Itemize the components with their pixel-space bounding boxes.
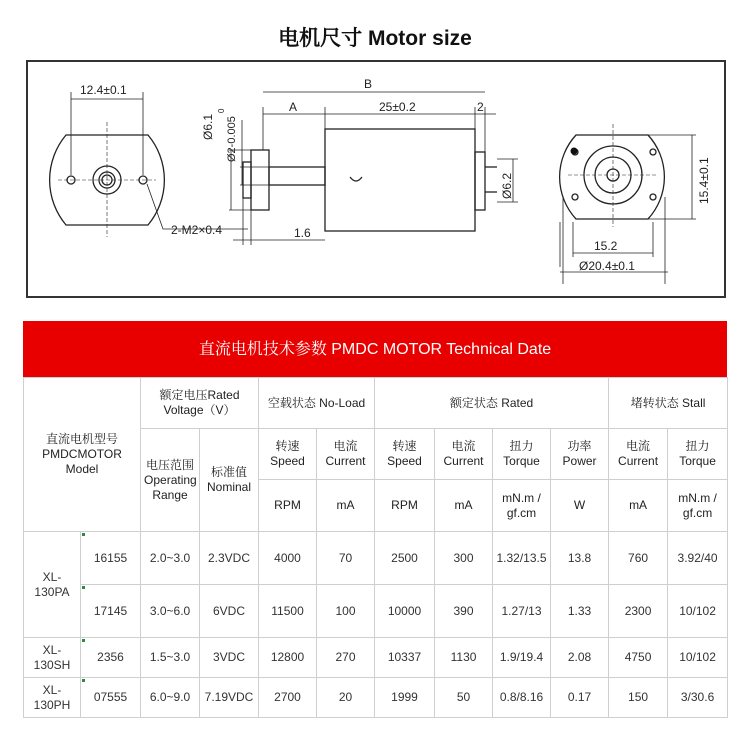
r-current-cell: 300 — [435, 532, 493, 585]
s-torque-cell: 10/102 — [668, 638, 728, 678]
r-current-cell: 1130 — [435, 638, 493, 678]
end-cap-dim: 2 — [477, 100, 484, 114]
model-code-cell: 16155 — [81, 532, 141, 585]
rear-width-dim: 15.2 — [594, 239, 618, 253]
r-current-unit: mA — [435, 480, 493, 532]
nominal-cell: 7.19VDC — [200, 678, 259, 718]
r-power-cell: 13.8 — [551, 532, 609, 585]
r-speed-cell: 10000 — [375, 585, 435, 638]
s-current-cell: 4750 — [609, 638, 668, 678]
s-torque-header: 扭力 Torque — [668, 429, 728, 480]
table-row — [24, 585, 728, 638]
rated-header: 额定状态 Rated — [375, 378, 609, 429]
model-code-cell: 2356 — [81, 638, 141, 678]
r-current-header: 电流 Current — [435, 429, 493, 480]
table-row — [24, 638, 728, 678]
r-current-cell: 50 — [435, 678, 493, 718]
range-cell: 2.0~3.0 — [141, 532, 200, 585]
motor-drawing — [26, 60, 726, 298]
nominal-cell: 3VDC — [200, 638, 259, 678]
rated-voltage-header: 额定电压Rated Voltage（V） — [141, 378, 259, 429]
series-cell: XL-130SH — [24, 638, 81, 678]
r-torque-unit: mN.m / gf.cm — [493, 480, 551, 532]
s-current-cell: 2300 — [609, 585, 668, 638]
table-row — [24, 678, 728, 718]
motor-dimension-drawing — [28, 62, 728, 300]
nl-speed-cell: 2700 — [259, 678, 317, 718]
s-current-header: 电流 Current — [609, 429, 668, 480]
nl-current-cell: 70 — [317, 532, 375, 585]
nl-speed-cell: 12800 — [259, 638, 317, 678]
boss-dim: 1.6 — [294, 226, 311, 240]
r-power-cell: 1.33 — [551, 585, 609, 638]
s-current-cell: 150 — [609, 678, 668, 718]
nl-speed-unit: RPM — [259, 480, 317, 532]
series-cell: XL-130PH — [24, 678, 81, 718]
nl-current-cell: 20 — [317, 678, 375, 718]
model-code-cell: 17145 — [81, 585, 141, 638]
r-torque-header: 扭力 Torque — [493, 429, 551, 480]
dim-a: A — [289, 100, 298, 114]
spec-table-container — [23, 321, 727, 718]
r-speed-cell: 10337 — [375, 638, 435, 678]
range-header: 电压范围 Operating Range — [141, 429, 200, 532]
range-cell: 3.0~6.0 — [141, 585, 200, 638]
s-torque-cell: 10/102 — [668, 585, 728, 638]
page-title: 电机尺寸 Motor size — [278, 27, 472, 50]
s-torque-cell: 3.92/40 — [668, 532, 728, 585]
nl-speed-header: 转速 Speed — [259, 429, 317, 480]
r-speed-cell: 2500 — [375, 532, 435, 585]
rear-height-dim: 15.4±0.1 — [697, 157, 711, 204]
nl-current-cell: 100 — [317, 585, 375, 638]
terminal-marker — [571, 148, 578, 155]
noload-header: 空载状态 No-Load — [259, 378, 375, 429]
r-current-cell: 390 — [435, 585, 493, 638]
r-power-cell: 0.17 — [551, 678, 609, 718]
body-length-dim: 25±0.2 — [379, 100, 416, 114]
table-title: 直流电机技术参数 PMDC MOTOR Technical Date — [23, 321, 727, 377]
r-torque-cell: 1.27/13 — [493, 585, 551, 638]
r-speed-cell: 1999 — [375, 678, 435, 718]
spec-table — [23, 377, 728, 718]
nl-speed-cell: 11500 — [259, 585, 317, 638]
screw-holes-dim: 2-M2×0.4 — [171, 223, 223, 237]
s-current-cell: 760 — [609, 532, 668, 585]
r-torque-cell: 0.8/8.16 — [493, 678, 551, 718]
shaft-tolerance-dim: Ø2-0.005 — [226, 116, 238, 162]
table-row — [24, 532, 728, 585]
nl-speed-cell: 4000 — [259, 532, 317, 585]
s-current-unit: mA — [609, 480, 668, 532]
r-torque-cell: 1.32/13.5 — [493, 532, 551, 585]
nominal-cell: 2.3VDC — [200, 532, 259, 585]
range-cell: 1.5~3.0 — [141, 638, 200, 678]
rear-dia-dim: Ø6.2 — [500, 172, 514, 199]
rear-outer-dia-dim: Ø20.4±0.1 — [579, 259, 635, 273]
nominal-cell: 6VDC — [200, 585, 259, 638]
side-view — [229, 92, 518, 245]
nl-current-unit: mA — [317, 480, 375, 532]
series-cell: XL-130PA — [24, 532, 81, 638]
s-torque-unit: mN.m / gf.cm — [668, 480, 728, 532]
shaft-tolerance-upper: 0 — [217, 108, 226, 113]
s-torque-cell: 3/30.6 — [668, 678, 728, 718]
nl-current-header: 电流 Current — [317, 429, 375, 480]
r-power-header: 功率 Power — [551, 429, 609, 480]
r-speed-unit: RPM — [375, 480, 435, 532]
r-torque-cell: 1.9/19.4 — [493, 638, 551, 678]
range-cell: 6.0~9.0 — [141, 678, 200, 718]
nl-current-cell: 270 — [317, 638, 375, 678]
front-width-dim: 12.4±0.1 — [80, 83, 127, 97]
r-power-unit: W — [551, 480, 609, 532]
r-speed-header: 转速 Speed — [375, 429, 435, 480]
model-header: 直流电机型号 PMDCMOTOR Model — [24, 378, 141, 532]
dim-b: B — [364, 77, 373, 91]
shaft-dia-dim: Ø6.1 — [201, 113, 215, 140]
model-code-cell: 07555 — [81, 678, 141, 718]
r-power-cell: 2.08 — [551, 638, 609, 678]
stall-header: 堵转状态 Stall — [609, 378, 728, 429]
nominal-header: 标准值 Nominal — [200, 429, 259, 532]
